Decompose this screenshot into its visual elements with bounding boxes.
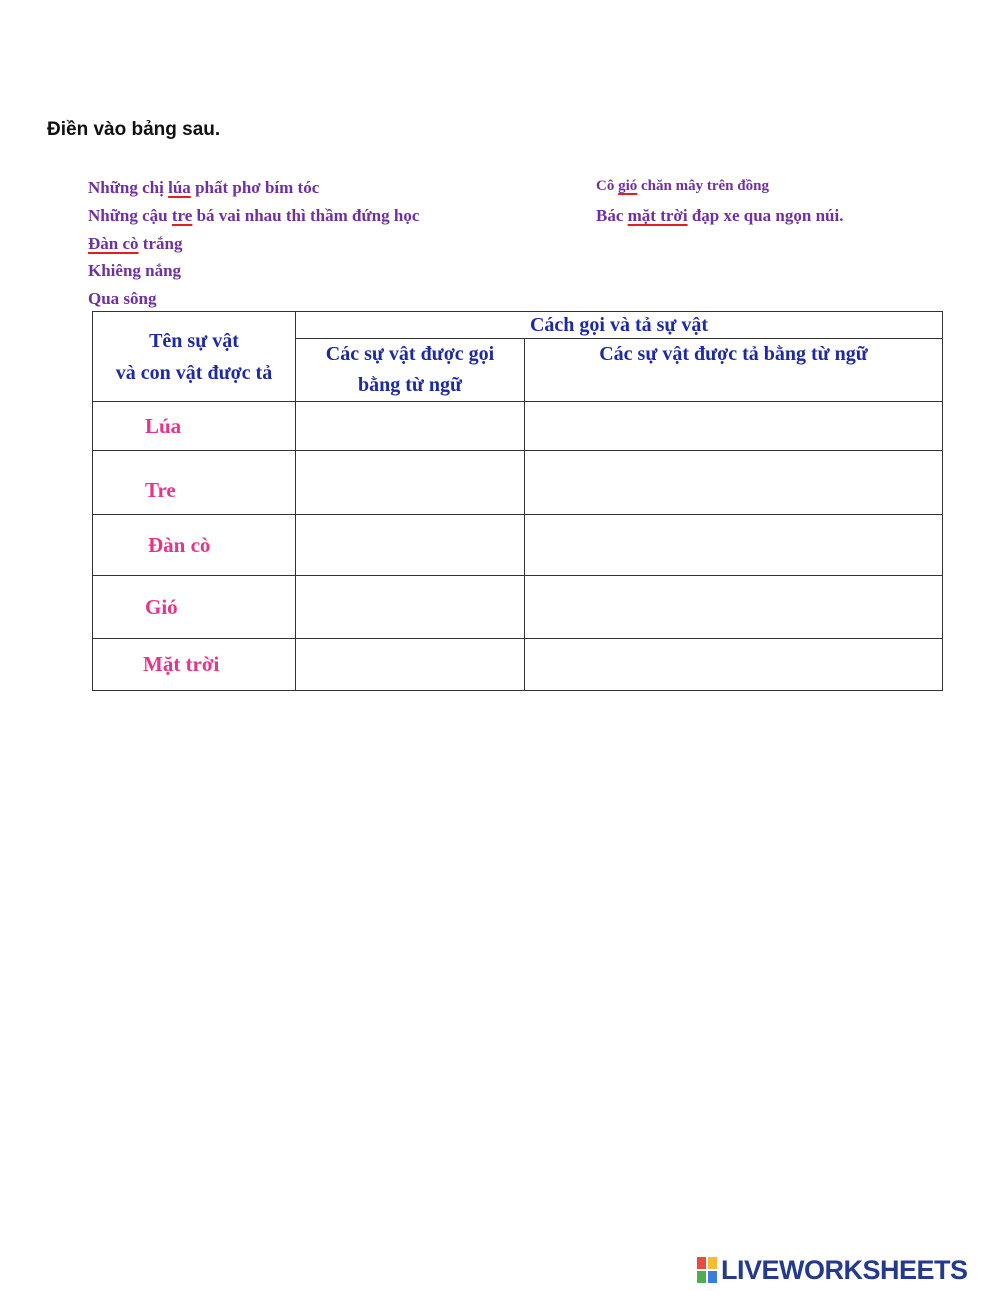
answer-described-gio[interactable]: [525, 576, 943, 639]
poem-text: Cô: [596, 178, 619, 194]
header-object-name: [93, 312, 296, 402]
answer-called-gio[interactable]: [296, 576, 525, 639]
poem-right-line-1: [596, 178, 769, 195]
poem-marked-word: gió: [618, 178, 638, 194]
poem-left-line-5: Qua sông: [88, 289, 157, 308]
table-row: [93, 576, 943, 639]
header-called-line-1: Các sự vật được gọi: [325, 343, 495, 365]
answer-described-mat-troi[interactable]: [525, 639, 943, 691]
answer-described-dan-co[interactable]: [525, 515, 943, 576]
table-row: [93, 451, 943, 515]
logo-text: LIVEWORKSHEETS: [721, 1254, 968, 1285]
header-object-name-line-1: Tên sự vật: [149, 329, 239, 352]
poem-left-line-4: Khiêng nắng: [88, 261, 182, 280]
header-called-by-words: [296, 339, 525, 402]
poem-text: Những chị: [88, 178, 169, 197]
poem-marked-word: lúa: [168, 178, 191, 197]
answer-called-lua[interactable]: [296, 402, 525, 451]
table-row: [93, 515, 943, 576]
poem-text: Bác: [596, 206, 628, 225]
logo-block-l: [697, 1257, 706, 1269]
row-name-lua: Lúa: [93, 402, 296, 451]
poem-text: đạp xe qua ngọn núi.: [687, 206, 844, 225]
poem-left-line-3: [88, 234, 182, 254]
table-row: [93, 639, 943, 691]
row-name-mat-troi: Mặt trời: [93, 639, 296, 691]
poem-text: bá vai nhau thì thầm đứng học: [192, 206, 420, 225]
poem-text: chăn mây trên đồng: [637, 178, 769, 194]
logo-blocks-icon: [697, 1257, 717, 1283]
answer-described-tre[interactable]: [525, 451, 943, 515]
logo-block-e: [708, 1271, 717, 1283]
row-name-dan-co: Đàn cò: [93, 515, 296, 576]
poem-marked-word: mặt trời: [627, 206, 688, 225]
liveworksheets-logo: [697, 1256, 968, 1284]
poem-text: Những cậu: [88, 206, 172, 225]
header-object-name-line-2: và con vật được tả: [115, 361, 273, 384]
poem-marked-word: Đàn cò: [88, 234, 139, 253]
poem-marked-word: tre: [171, 206, 193, 225]
logo-block-i: [708, 1257, 717, 1269]
worksheet-table: [92, 311, 943, 691]
row-name-gio: Gió: [93, 576, 296, 639]
poem-left-line-1: [88, 178, 319, 198]
answer-called-tre[interactable]: [296, 451, 525, 515]
answer-described-lua[interactable]: [525, 402, 943, 451]
header-called-line-2: bằng từ ngữ: [357, 374, 463, 396]
logo-block-v: [697, 1271, 706, 1283]
answer-called-dan-co[interactable]: [296, 515, 525, 576]
header-described-by-words: Các sự vật được tả bằng từ ngữ: [525, 339, 943, 402]
instruction-text: Điền vào bảng sau.: [47, 119, 221, 140]
poem-left-line-2: [88, 206, 419, 226]
poem-text: phất phơ bím tóc: [190, 178, 320, 197]
answer-called-mat-troi[interactable]: [296, 639, 525, 691]
header-group: Cách gọi và tả sự vật: [296, 312, 943, 339]
poem-right-line-2: [596, 206, 843, 226]
table-row: [93, 402, 943, 451]
poem-text: trắng: [138, 234, 183, 253]
row-name-tre: Tre: [93, 451, 296, 515]
